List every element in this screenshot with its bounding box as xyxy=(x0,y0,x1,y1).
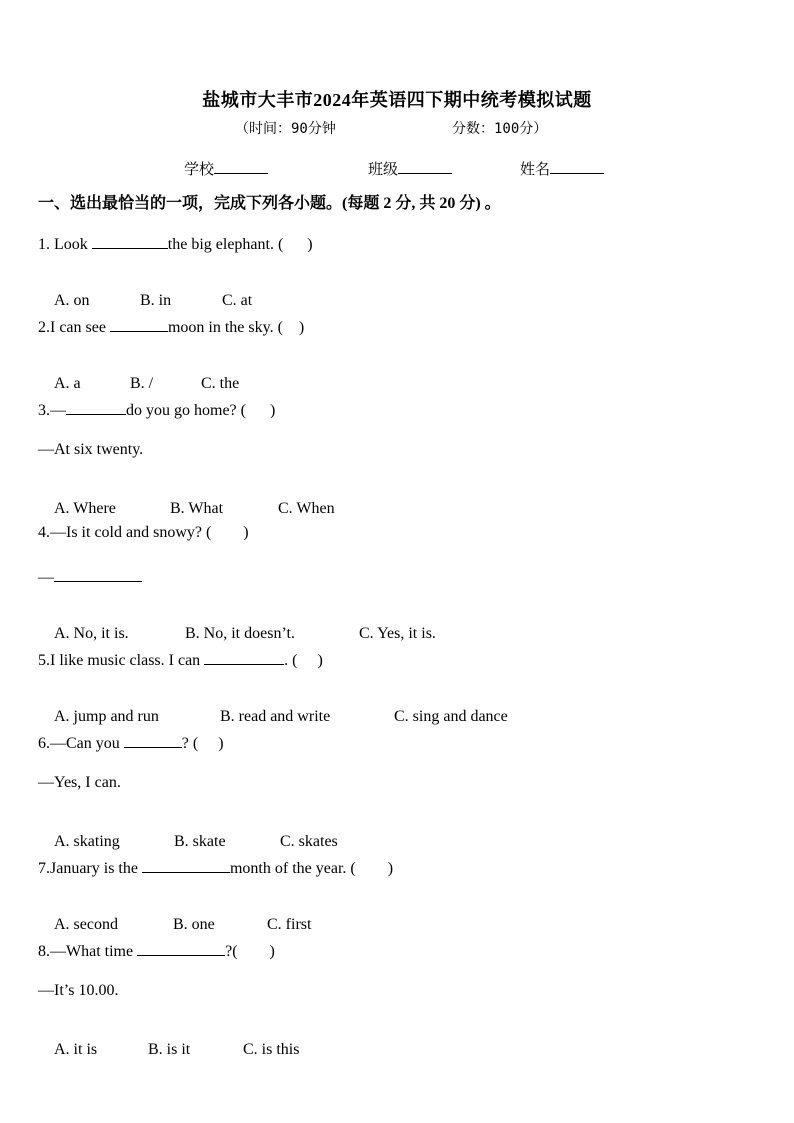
school-field[interactable] xyxy=(184,158,268,179)
school-blank[interactable] xyxy=(214,159,268,174)
page-title: 盐城市大丰市2024年英语四下期中统考模拟试题 xyxy=(202,90,592,110)
q6-option-a[interactable]: A. skating xyxy=(54,833,120,850)
q2-stem-end: moon in the sky. ( ) xyxy=(167,319,305,336)
name-blank[interactable] xyxy=(550,159,604,174)
q8-options xyxy=(38,1023,299,1077)
q5-option-b[interactable]: B. read and write xyxy=(220,708,331,725)
question-5 xyxy=(38,649,323,670)
class-label: 班级 xyxy=(368,162,399,178)
q4-option-c[interactable]: C. Yes, it is. xyxy=(359,625,436,642)
q2-option-a[interactable]: A. a xyxy=(54,375,81,392)
q7-blank[interactable] xyxy=(142,857,230,873)
q2-option-b[interactable]: B. / xyxy=(130,375,154,392)
section-heading: 一、选出最恰当的一项，完成下列各小题。(每题 2 分, 共 20 分) 。 xyxy=(38,195,501,212)
q6-option-c[interactable]: C. skates xyxy=(280,833,338,850)
question-8 xyxy=(38,940,275,961)
q5-option-a[interactable]: A. jump and run xyxy=(54,708,159,725)
q7-option-c[interactable]: C. first xyxy=(267,916,312,933)
q3-option-a[interactable]: A. Where xyxy=(54,500,116,517)
class-blank[interactable] xyxy=(398,159,452,174)
q5-blank[interactable] xyxy=(204,649,284,665)
q7-option-a[interactable]: A. second xyxy=(54,916,118,933)
question-7 xyxy=(38,857,393,878)
q7-option-b[interactable]: B. one xyxy=(173,916,215,933)
q2-stem: 2.I can see xyxy=(38,319,110,336)
q8-answer: —It’s 10.00. xyxy=(38,982,119,999)
q8-option-c[interactable]: C. is this xyxy=(243,1041,300,1058)
q4-blank[interactable] xyxy=(54,566,142,582)
q6-option-b[interactable]: B. skate xyxy=(174,833,226,850)
q1-stem-end: the big elephant. ( ) xyxy=(167,236,313,253)
q7-stem-end: month of the year. ( ) xyxy=(229,860,394,877)
school-label: 学校 xyxy=(184,162,215,178)
name-label: 姓名 xyxy=(520,162,551,178)
q1-blank[interactable] xyxy=(92,233,168,249)
q3-blank[interactable] xyxy=(66,399,126,415)
q7-stem: 7.January is the xyxy=(38,860,142,877)
question-4: 4.—Is it cold and snowy? ( ) xyxy=(38,524,249,541)
q4-option-a[interactable]: A. No, it is. xyxy=(54,625,129,642)
q2-blank[interactable] xyxy=(110,316,168,332)
question-1 xyxy=(38,233,313,254)
question-3 xyxy=(38,399,275,420)
q4-answer-line xyxy=(38,566,142,587)
q4-option-b[interactable]: B. No, it doesn’t. xyxy=(185,625,295,642)
question-6 xyxy=(38,732,224,753)
q2-option-c[interactable]: C. the xyxy=(201,375,240,392)
q8-blank[interactable] xyxy=(137,940,225,956)
q8-stem: 8.—What time xyxy=(38,943,138,960)
q3-answer: —At six twenty. xyxy=(38,441,144,458)
q8-option-b[interactable]: B. is it xyxy=(148,1041,191,1058)
exam-score: 分数：100分） xyxy=(452,121,548,137)
question-2 xyxy=(38,316,304,337)
q5-stem-end: . ( ) xyxy=(284,652,323,669)
q6-blank[interactable] xyxy=(124,732,182,748)
q5-option-c[interactable]: C. sing and dance xyxy=(394,708,508,725)
q8-option-a[interactable]: A. it is xyxy=(54,1041,98,1058)
q1-option-b[interactable]: B. in xyxy=(140,292,172,309)
q3-stem: 3.— xyxy=(38,402,66,419)
exam-time: （时间：90分钟 xyxy=(235,121,336,137)
q3-option-b[interactable]: B. What xyxy=(170,500,224,517)
q1-stem: 1. Look xyxy=(38,236,92,253)
q8-stem-end: ?( ) xyxy=(225,943,275,960)
q6-answer: —Yes, I can. xyxy=(38,774,121,791)
q1-option-c[interactable]: C. at xyxy=(222,292,253,309)
q5-stem: 5.I like music class. I can xyxy=(38,652,205,669)
q4-answer-dash: — xyxy=(38,569,54,586)
class-field[interactable] xyxy=(368,158,452,179)
q6-stem-end: ? ( ) xyxy=(181,735,224,752)
name-field[interactable] xyxy=(520,158,604,179)
q3-stem-end: do you go home? ( ) xyxy=(126,402,276,419)
q6-stem: 6.—Can you xyxy=(38,735,124,752)
q3-option-c[interactable]: C. When xyxy=(278,500,335,517)
q1-option-a[interactable]: A. on xyxy=(54,292,90,309)
